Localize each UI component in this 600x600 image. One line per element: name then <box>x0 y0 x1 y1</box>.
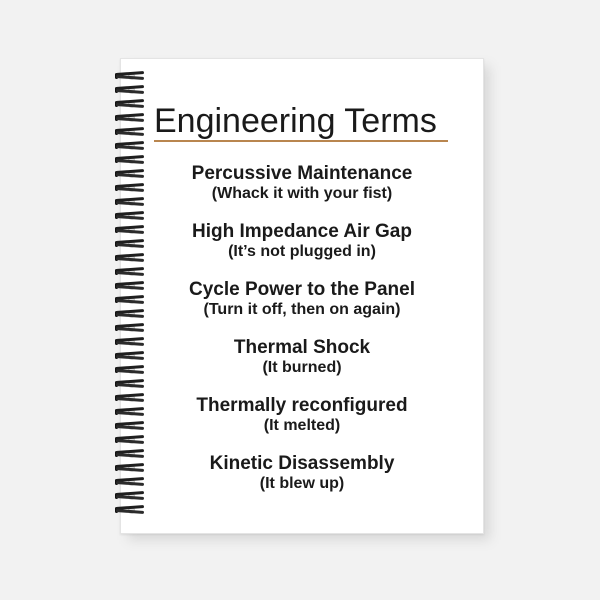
spiral-coil <box>116 212 144 220</box>
term-item <box>154 279 450 319</box>
spiral-coil <box>116 296 144 304</box>
spiral-coil <box>116 366 144 374</box>
spiral-coil <box>116 310 144 318</box>
spiral-coil <box>116 86 144 94</box>
term-item <box>154 163 450 203</box>
spiral-coil <box>116 436 144 444</box>
title-underline <box>154 140 448 142</box>
spiral-coil <box>116 478 144 486</box>
spiral-coil <box>116 72 144 80</box>
term-title: Kinetic Disassembly <box>209 453 395 474</box>
term-title: Thermal Shock <box>233 337 371 358</box>
spiral-coil <box>116 268 144 276</box>
spiral-coil <box>116 506 144 514</box>
spiral-coil <box>116 240 144 248</box>
term-title: Thermally reconfigured <box>196 395 408 416</box>
term-meaning: (It burned) <box>262 359 342 376</box>
spiral-coil <box>116 114 144 122</box>
spiral-coil <box>116 184 144 192</box>
spiral-coil <box>116 156 144 164</box>
term-meaning: (Turn it off, then on again) <box>203 301 401 318</box>
term-item <box>154 395 450 435</box>
term-title: High Impedance Air Gap <box>192 221 412 242</box>
term-meaning: (It blew up) <box>259 475 345 492</box>
spiral-coil <box>116 380 144 388</box>
term-item <box>154 221 450 261</box>
spiral-coil <box>116 198 144 206</box>
spiral-coil <box>116 338 144 346</box>
spiral-coil <box>116 324 144 332</box>
spiral-coil <box>116 408 144 416</box>
spiral-coil <box>116 422 144 430</box>
term-title: Cycle Power to the Panel <box>189 279 415 300</box>
term-title: Percussive Maintenance <box>191 163 413 184</box>
term-meaning: (It melted) <box>263 417 341 434</box>
spiral-coil <box>116 352 144 360</box>
spiral-coil <box>116 128 144 136</box>
page-title: Engineering Terms <box>154 102 437 140</box>
spiral-coil <box>116 100 144 108</box>
spiral-coil <box>116 394 144 402</box>
spiral-coil <box>116 254 144 262</box>
term-item <box>154 453 450 493</box>
spiral-coil <box>116 450 144 458</box>
spiral-coil <box>116 170 144 178</box>
title-block <box>154 102 450 145</box>
spiral-coil <box>116 282 144 290</box>
spiral-coil <box>116 226 144 234</box>
spiral-coil <box>116 142 144 150</box>
spiral-coil <box>116 464 144 472</box>
term-item <box>154 337 450 377</box>
term-meaning: (It’s not plugged in) <box>228 243 376 260</box>
notebook-content <box>154 102 450 493</box>
spiral-coil <box>116 492 144 500</box>
term-meaning: (Whack it with your fist) <box>211 185 393 202</box>
